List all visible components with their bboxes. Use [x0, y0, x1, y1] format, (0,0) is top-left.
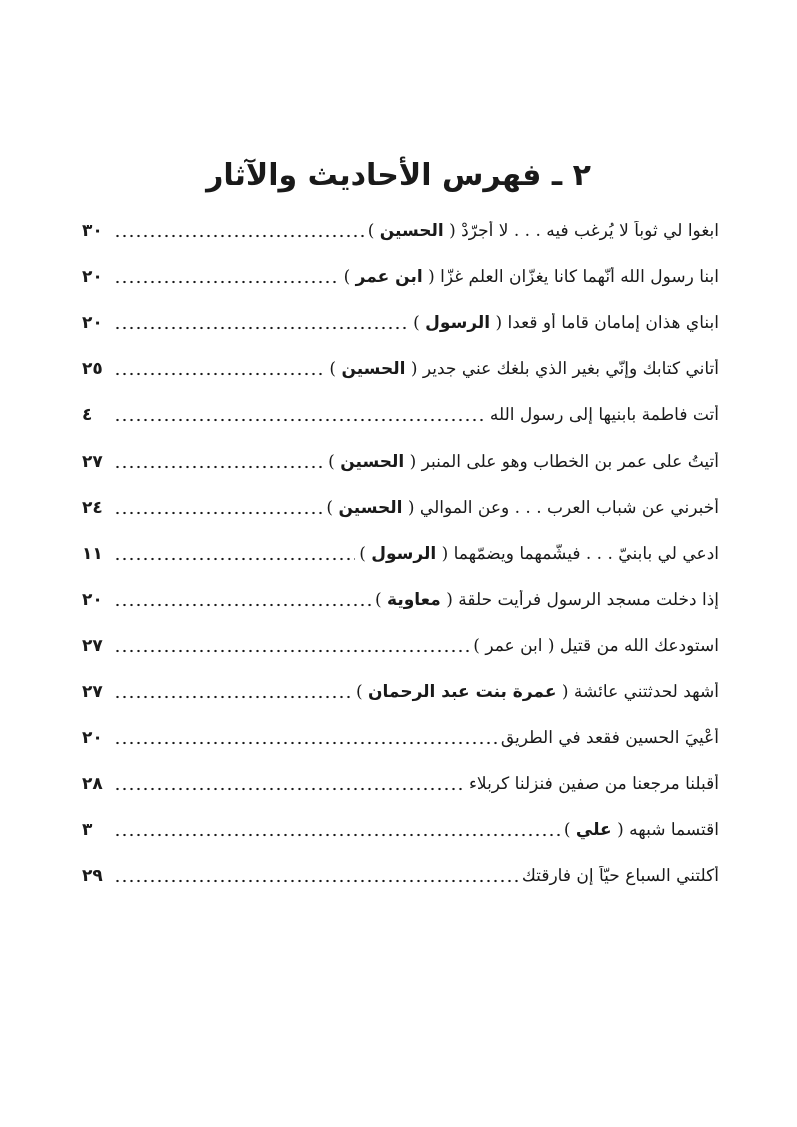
index-entry [82, 623, 719, 669]
entry-source: معاوية [387, 589, 441, 610]
entry-page-number: ٢٩ [82, 866, 103, 887]
entry-text: أعْييَ الحسين فقعد في الطريق [500, 728, 719, 749]
entry-text: ادعي لي بابنيّ . . . فيشّمهما ويضمّهما ( الرسول ) [359, 543, 719, 564]
entry-page-number: ٢٧ [82, 451, 103, 472]
entry-page-number: ٢٧ [82, 681, 103, 702]
leader-dots [114, 867, 518, 885]
entry-text: أتت فاطمة بابنيها إلى رسول الله [489, 405, 719, 426]
entry-text: ابنا رسول الله أنّهما كانا يغزّان العلم غزّا ( ابن عمر ) [343, 267, 719, 288]
entry-page-number: ٤ [82, 405, 93, 426]
index-entry [82, 438, 719, 484]
entry-source: عمرة بنت عبد الرحمان [368, 681, 557, 702]
leader-dots [114, 637, 469, 655]
entry-page-number: ٢٠ [82, 313, 103, 334]
entry-source: ابن عمر [355, 267, 423, 288]
entry-text: أشهد لحدثتني عائشة ( عمرة بنت عبد الرحمان ) [355, 681, 719, 702]
leader-dots [114, 406, 486, 424]
entry-page-number: ٢٥ [82, 359, 103, 380]
index-entry [82, 853, 719, 899]
entry-page-number: ١١ [82, 543, 103, 564]
entry-source: علي [575, 820, 612, 841]
index-entry [82, 669, 719, 715]
leader-dots [114, 821, 560, 839]
entry-source: الحسين [340, 451, 405, 472]
entry-text: اقتسما شبهه ( علي ) [563, 820, 719, 841]
index-entry [82, 531, 719, 577]
leader-dots [114, 222, 364, 240]
index-entry [82, 577, 719, 623]
index-entry [82, 300, 719, 346]
index-entry [82, 715, 719, 761]
hadith-index-list [82, 208, 719, 899]
entry-page-number: ٢٠ [82, 589, 103, 610]
entry-text: ابناي هذان إمامان قاما أو قعدا ( الرسول ) [413, 313, 719, 334]
entry-source: الرسول [425, 313, 491, 334]
leader-dots [114, 499, 322, 517]
entry-text: أخبرني عن شباب العرب . . . وعن الموالي ( الحسين ) [326, 497, 719, 518]
entry-page-number: ٢٨ [82, 774, 103, 795]
entry-text: استودعك الله من قتيل ( ابن عمر ) [473, 635, 719, 656]
entry-source: الحسين [338, 497, 403, 518]
entry-text: إذا دخلت مسجد الرسول فرأيت حلقة ( معاوية ) [374, 589, 719, 610]
index-entry [82, 254, 719, 300]
index-entry [82, 208, 719, 254]
leader-dots [114, 545, 355, 563]
index-entry [82, 392, 719, 438]
entry-text: أتاني كتابك وإنّي بغير الذي بلغك عني جدير ( الحسين ) [329, 359, 719, 380]
entry-source: الحسين [379, 221, 444, 242]
leader-dots [114, 775, 465, 793]
index-entry [82, 807, 719, 853]
entry-page-number: ٢٤ [82, 497, 103, 518]
leader-dots [114, 268, 340, 286]
entry-text: ابغوا لي ثوباً لا يُرغب فيه . . . لا أُجرّدْ ( الحسين ) [367, 221, 719, 242]
leader-dots [114, 453, 324, 471]
entry-text: أتيتُ على عمر بن الخطاب وهو على المنبر ( الحسين ) [328, 451, 719, 472]
index-entry [82, 761, 719, 807]
leader-dots [114, 360, 325, 378]
entry-text: أقبلنا مرجعنا من صفين فنزلنا كربلاء [468, 774, 719, 795]
leader-dots [114, 683, 352, 701]
entry-source: الرسول [371, 543, 437, 564]
page-title: ٢ ـ فهرس الأحاديث والآثار [206, 158, 591, 193]
leader-dots [114, 314, 409, 332]
entry-source: الحسين [341, 359, 406, 380]
entry-page-number: ٣ [82, 820, 93, 841]
index-entry [82, 485, 719, 531]
index-entry [82, 346, 719, 392]
entry-page-number: ٢٧ [82, 635, 103, 656]
leader-dots [114, 729, 497, 747]
entry-text: أكلتني السباع حيّاً إن فارقتك [521, 866, 719, 887]
entry-page-number: ٢٠ [82, 267, 103, 288]
leader-dots [114, 591, 371, 609]
entry-page-number: ٣٠ [82, 221, 103, 242]
entry-page-number: ٢٠ [82, 728, 103, 749]
